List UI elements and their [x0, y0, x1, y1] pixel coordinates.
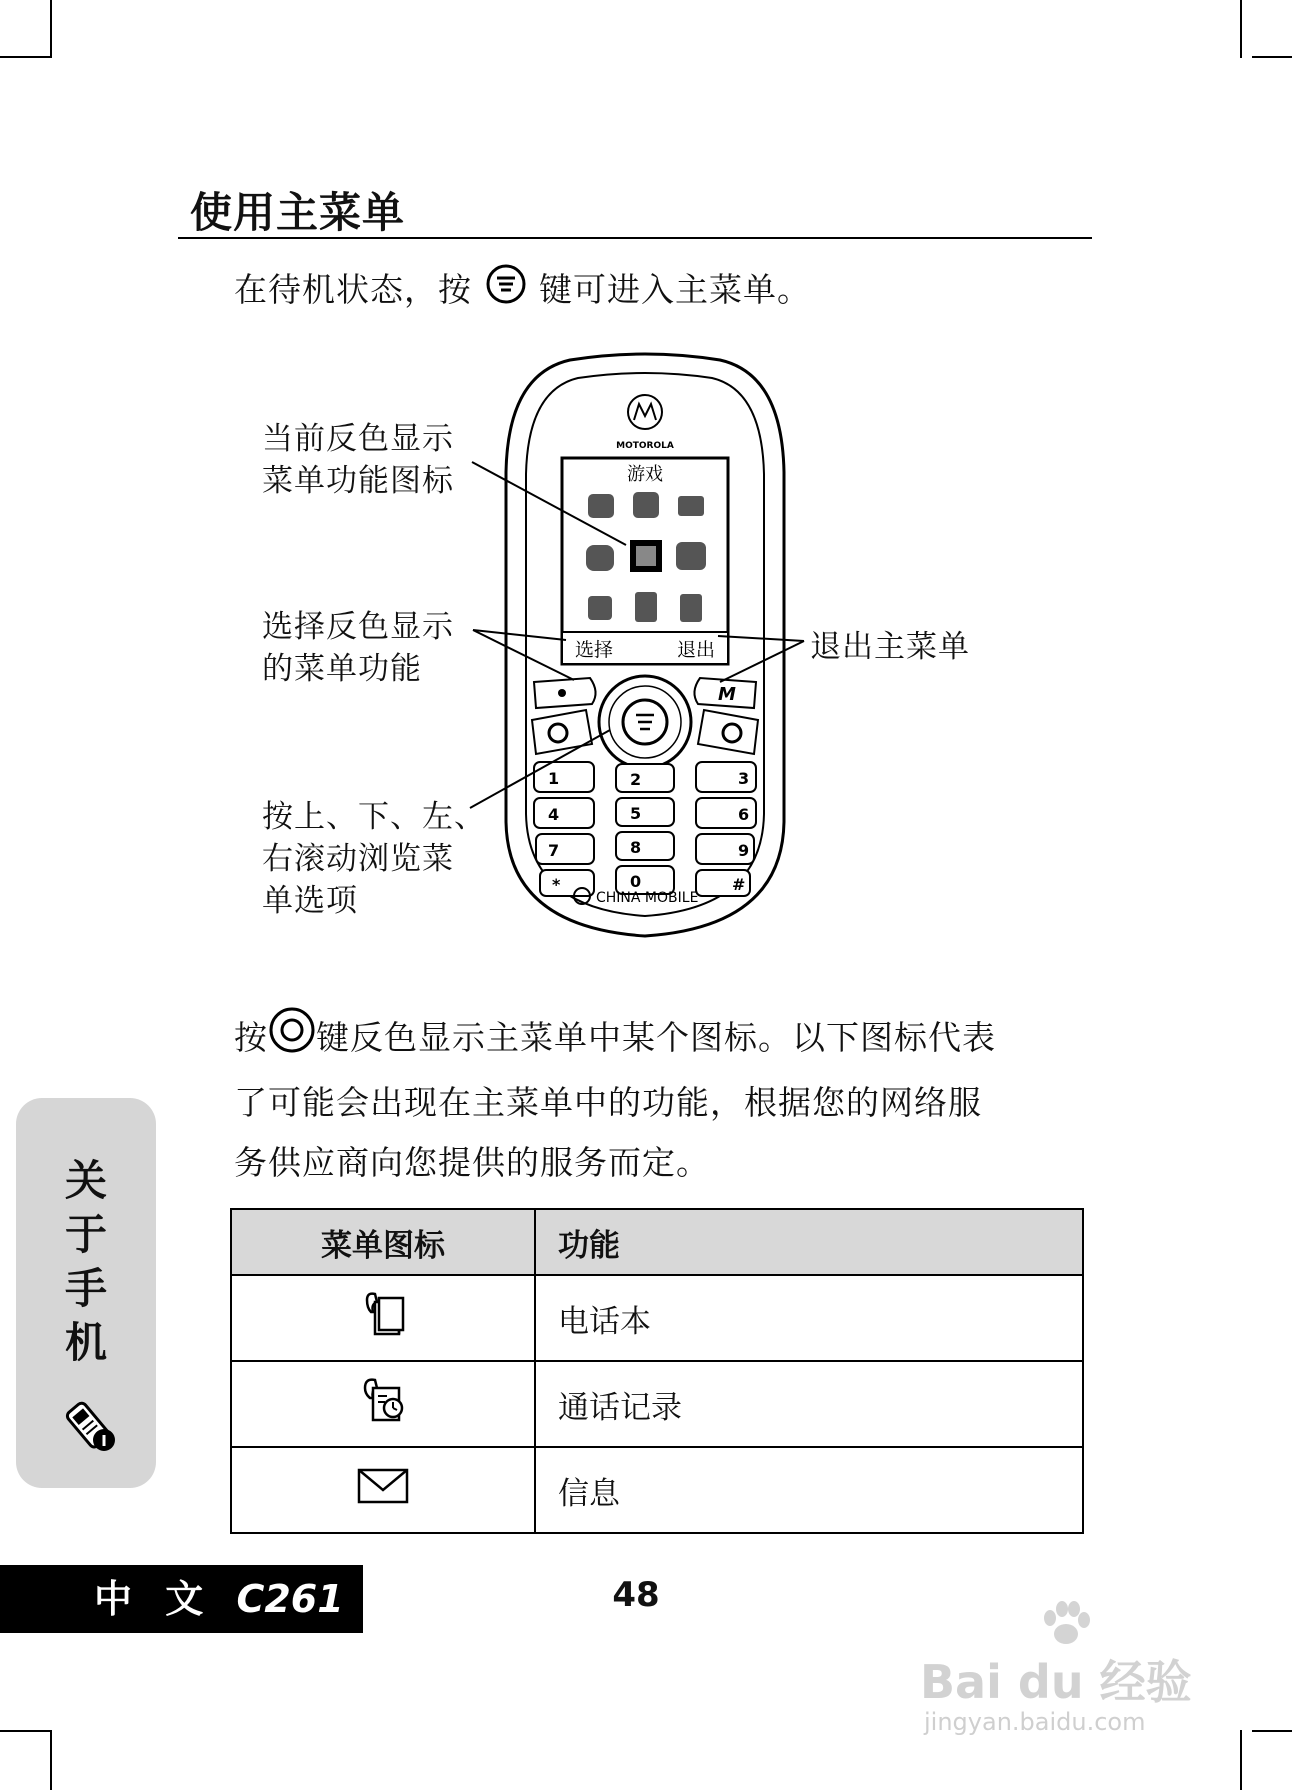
- watermark-url: jingyan.baidu.com: [924, 1708, 1146, 1736]
- crop-mark: [0, 1730, 50, 1732]
- envelope-icon: [355, 1464, 411, 1508]
- crop-mark: [50, 1730, 52, 1790]
- brand-label: MOTOROLA: [616, 441, 674, 451]
- annotation-highlight-line2: 菜单功能图标: [262, 463, 454, 499]
- key-9: 9: [738, 841, 750, 860]
- table-cell-function: 电话本: [535, 1275, 1083, 1361]
- page-title: 使用主菜单: [190, 188, 406, 237]
- key-hash: #: [732, 875, 746, 894]
- key-8: 8: [630, 838, 642, 857]
- intro-text-before: 在待机状态，按: [234, 270, 472, 309]
- table-header-function: 功能: [535, 1209, 1083, 1275]
- annotation-nav-line2: 右滚动浏览菜: [262, 841, 454, 877]
- key-6: 6: [738, 805, 750, 824]
- key-7: 7: [548, 841, 560, 860]
- intro-text-after: 键可进入主菜单。: [539, 270, 811, 309]
- key-2: 2: [630, 770, 642, 789]
- body-line1-after: 键反色显示主菜单中某个图标。以下图标代表: [316, 1018, 996, 1057]
- footer-language: 中 文: [94, 1577, 214, 1621]
- table-row: [231, 1361, 1083, 1447]
- footer-model-bar: [0, 1565, 363, 1633]
- call-history-icon: [357, 1374, 409, 1426]
- page-number: 48: [612, 1575, 660, 1615]
- key-star: *: [552, 875, 561, 894]
- body-line-2: 了可能会出现在主菜单中的功能，根据您的网络服: [234, 1083, 982, 1122]
- annotation-nav: [262, 796, 486, 922]
- softkey-left-label: 选择: [575, 639, 614, 661]
- body-line-1: [234, 1006, 1094, 1073]
- body-paragraph: [234, 1006, 1094, 1193]
- annotation-nav-line3: 单选项: [262, 883, 358, 919]
- nav-key-icon: [268, 1006, 316, 1073]
- svg-text:M: M: [718, 684, 736, 705]
- table-cell-icon: [231, 1275, 535, 1361]
- table-header-icon: 菜单图标: [231, 1209, 535, 1275]
- body-line-3: 务供应商向您提供的服务而定。: [234, 1143, 710, 1182]
- menu-icon-table: [230, 1208, 1084, 1534]
- side-tab-char: 关: [64, 1156, 107, 1205]
- side-tab-char: 手: [64, 1264, 107, 1313]
- crop-mark: [1252, 1730, 1292, 1732]
- side-tab-char: 机: [64, 1318, 107, 1367]
- baidu-watermark: [920, 1600, 1220, 1750]
- paw-icon: [1038, 1600, 1094, 1648]
- table-cell-function: 通话记录: [535, 1361, 1083, 1447]
- table-header-row: [231, 1209, 1083, 1275]
- table-row: [231, 1275, 1083, 1361]
- table-row: [231, 1447, 1083, 1533]
- body-line1-before: 按: [234, 1018, 268, 1057]
- screen-title: 游戏: [627, 464, 663, 485]
- annotation-select-line2: 的菜单功能: [262, 651, 422, 687]
- side-tab-char: 于: [64, 1210, 107, 1259]
- annotation-exit: 退出主菜单: [810, 629, 970, 665]
- phone-info-icon: [62, 1398, 118, 1454]
- annotation-select: [262, 606, 454, 690]
- annotation-nav-line1: 按上、下、左、: [262, 799, 486, 835]
- table-cell-icon: [231, 1361, 535, 1447]
- watermark-brand: Bai du 经验: [920, 1655, 1192, 1709]
- key-4: 4: [548, 805, 560, 824]
- phonebook-icon: [357, 1288, 409, 1340]
- carrier-label: CHINA MOBILE: [596, 890, 699, 906]
- side-tab: [16, 1098, 156, 1488]
- softkey-right-label: 退出: [676, 639, 715, 661]
- key-1: 1: [548, 769, 560, 788]
- annotation-select-line1: 选择反色显示: [262, 609, 454, 645]
- key-0: 0: [630, 872, 642, 891]
- key-3: 3: [738, 769, 750, 788]
- annotation-highlight-line1: 当前反色显示: [262, 421, 454, 457]
- footer-model: C261: [236, 1577, 344, 1621]
- table-cell-function: 信息: [535, 1447, 1083, 1533]
- key-5: 5: [630, 804, 642, 823]
- table-cell-icon: [231, 1447, 535, 1533]
- crop-mark: [1240, 1730, 1242, 1790]
- annotation-highlight: [262, 418, 454, 502]
